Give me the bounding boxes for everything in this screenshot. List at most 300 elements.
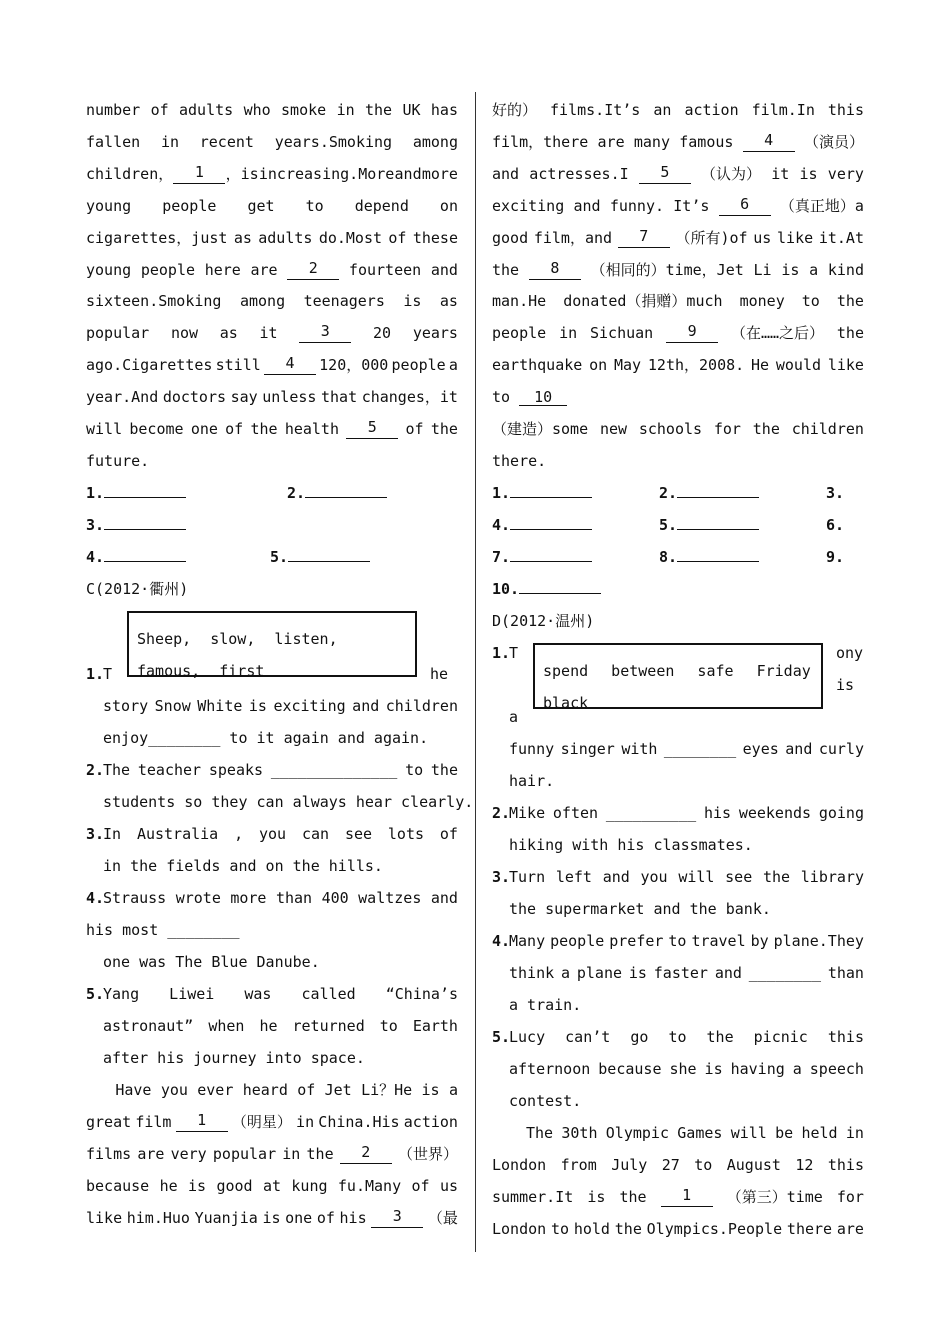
word: to [379,1017,398,1035]
word: White [197,697,243,715]
word: an [653,101,672,119]
word: Lucy [509,1028,546,1046]
word: prefer [609,932,664,950]
word: his [339,1208,367,1227]
word: （真正地）a [779,196,864,215]
word: plane.They [773,932,864,950]
word: get [247,196,275,215]
passage-e-line [492,419,864,439]
word: do.Most [318,228,383,247]
word: doctors [162,388,227,407]
word: fourteen [348,260,422,279]
word: the [250,420,278,438]
word: travel [691,932,746,950]
word: Olympics.People [646,1219,783,1238]
word: see [344,825,373,843]
item-c-number: 2. [86,761,105,779]
passage-e-line [86,1112,458,1132]
section-c-heading: C(2012·衢州) [86,580,189,598]
word: July [611,1155,648,1174]
word: smoke [281,101,327,119]
word: is [421,1081,440,1099]
word: because [598,1060,662,1078]
word: of [316,1208,335,1227]
word: is [799,164,818,183]
word-box-d [533,643,823,712]
word: these [412,228,458,247]
word: us [753,228,772,247]
word: people [140,260,196,279]
section-d-heading: D(2012·温州) [492,612,595,630]
word: changes，it [361,388,458,407]
word: in [160,132,179,151]
indent [86,1080,106,1100]
answer-slot [492,579,601,599]
word: us [439,1176,458,1195]
passage-e-line [492,451,864,471]
item-c-line [103,984,458,1004]
answer-blank [510,515,592,530]
word: a [448,356,458,375]
word: at [262,1176,282,1195]
word-box-c [127,611,417,680]
word: is [188,1176,207,1195]
word: ，is [225,164,259,183]
word: （最 [427,1208,458,1227]
blank-number: 7 [618,228,670,248]
word: in [282,1144,301,1163]
word: it.At [818,228,864,247]
word: is [262,1208,281,1227]
word: see [725,868,753,886]
word: speaks [208,761,264,779]
word: would [775,356,822,375]
passage-e-line [86,1144,458,1164]
passage-b-line [86,451,458,471]
word: Many [509,932,546,950]
word: summer.It [492,1187,574,1206]
word: （认为） [701,164,762,183]
word: than [827,964,864,982]
item-c-line [103,760,458,780]
word: to [668,1028,687,1046]
word: cigarettes，just [86,228,228,247]
blank-number: 3 [299,323,351,343]
word: young [86,260,132,279]
passage-b-line [86,291,458,311]
word: left [555,868,592,886]
word: of [225,420,244,438]
answer-number: 3. [826,484,845,502]
word: 30th [561,1124,598,1142]
word: because [86,1176,150,1195]
text-segment: to [492,388,520,407]
word: this [827,101,864,119]
word: Li [753,260,772,279]
word: 120，000 [319,356,389,375]
word: Yuanjia [194,1208,258,1227]
blank-number: 1 [173,164,225,184]
answer-number: 1. [492,484,511,502]
word: ever [197,1081,234,1099]
answer-slot [826,515,844,535]
item-d-line: the supermarket and the bank. [509,900,771,918]
item-d-line [509,963,864,983]
answer-number: 7. [492,548,511,566]
word: UK [402,101,421,119]
answer-slot [270,547,370,567]
passage-b-line [86,196,458,216]
item-c-number: 1. [86,665,105,683]
word: for [713,420,741,438]
word: It’s [673,196,710,215]
word: years [412,324,458,343]
passage-e-line [492,228,864,248]
word-box-c-text: Sheep, slow, listen, famous, first [137,630,338,680]
word: picnic [753,1028,808,1046]
word: the [836,292,864,311]
passage-e-line [492,196,864,216]
word: actresses.I [529,164,629,183]
blank-number: 10 [519,389,567,406]
word: called [301,985,356,1003]
answer-slot [287,483,387,503]
word: go [630,1028,649,1046]
word: of [388,228,407,247]
answer-number: 4. [86,548,105,566]
item-d-number: 5. [492,1028,511,1046]
passage-e-line [492,132,864,152]
word: waltzes [358,889,422,907]
passage-e-line [86,1080,458,1100]
item-d-text: a [509,708,519,726]
word: to [668,932,687,950]
blank-number: 2 [287,260,339,280]
word: are [250,260,278,279]
word: of [150,101,169,119]
blank-number: 1 [176,1112,228,1132]
word: as [233,228,252,247]
word: can’t [565,1028,611,1046]
word: children [385,697,458,715]
passage-e-line [492,387,864,407]
word: and [714,964,742,982]
word: the [752,420,780,438]
item-c-number: 5. [86,985,105,1003]
word: 12 [795,1155,814,1174]
word: and [785,740,813,758]
word: film，there [492,132,589,151]
word: popular [86,324,150,343]
passage-b-line [86,100,458,120]
item-d-line: hair. [509,772,555,790]
word: 400 [321,889,349,907]
item-d-number: 3. [492,868,511,886]
word: many [633,132,670,151]
word: （建造）some [492,420,589,438]
word: years.Smoking [274,132,393,151]
word: he [159,1176,178,1195]
answer-number: 4. [492,516,511,534]
word: popular [212,1144,277,1163]
word: to [801,292,820,311]
word: one [190,420,218,438]
word: Snow [154,697,191,715]
word: unless [262,388,317,407]
answer-slot [86,547,186,567]
passage-b-line [86,387,458,407]
word: in [559,324,578,343]
word: in [845,1124,864,1142]
word: hold [573,1219,610,1238]
passage-e-line [492,323,864,343]
word: films.It’s [550,101,641,119]
word: funny. [609,196,665,215]
word: library [800,868,864,886]
word: are [137,1144,165,1163]
word: often [552,804,599,822]
blank-number: 4 [264,355,316,375]
item-c-line [103,1016,458,1036]
word: in [336,101,355,119]
item-c-number: 3. [86,825,105,843]
word: teacher [137,761,202,779]
word: is [403,292,422,311]
word: she [669,1060,697,1078]
word: people [550,932,605,950]
item-d-line [509,1027,864,1047]
answer-blank [677,515,759,530]
word: Sichuan [590,324,654,343]
answer-blank [677,483,759,498]
word: is [248,697,267,715]
answer-slot [659,547,759,567]
word: than [275,889,313,907]
text-line: there. [492,451,547,470]
word: ______________ [270,761,398,779]
word: In [103,825,122,843]
word: plane [576,964,623,982]
word: children， [86,164,174,183]
word: among [239,292,286,311]
answer-number: 1. [86,484,105,502]
answer-slot [86,483,186,503]
word: is [704,1060,723,1078]
word: The [526,1124,554,1142]
word: as [219,324,238,343]
answer-blank [519,579,601,594]
answer-number: 5. [270,548,289,566]
word: story [103,697,149,715]
passage-f-line [492,1155,864,1175]
item-c-number: 4. [86,889,105,907]
word: to [305,196,324,215]
item-c-line [103,696,458,716]
answer-blank [104,547,186,562]
word: He [751,356,770,375]
word: of [439,825,458,843]
word: going [818,804,864,822]
answer-slot [492,483,592,503]
answer-number: 6. [826,516,845,534]
passage-e-line [492,260,864,280]
blank-number: 5 [639,164,691,184]
item-d-text: is [836,676,855,694]
word: to [405,761,424,779]
word: Australia [136,825,219,843]
blank-number: 3 [371,1208,423,1228]
word: May [614,356,642,375]
word: he [259,1017,278,1035]
word: the [430,761,458,779]
word: good [216,1176,253,1195]
word: （所有)of [675,228,748,247]
blank-number: 4 [743,132,795,152]
passage-e-line [86,1176,458,1196]
word: “China’s [385,985,458,1003]
word: increasing.More [258,164,395,183]
blank-number: 2 [340,1144,392,1164]
word: this [827,1028,864,1046]
answer-blank [677,547,759,562]
word: eyes [742,740,779,758]
word: is [781,260,800,279]
word: the [619,1187,647,1206]
answer-number: 8. [659,548,678,566]
word: Yang [103,985,140,1003]
word: heard [242,1081,288,1099]
column-divider [475,92,476,1252]
word: good [492,228,529,247]
word: film.In [751,101,815,119]
word: you [640,868,668,886]
item-c-line: after his journey into space. [103,1049,365,1067]
item-d-line [509,803,864,823]
blank-number: 6 [719,196,771,216]
word: the [306,1144,334,1163]
word: Turn [509,868,546,886]
word: year.And [86,388,159,407]
word: think [509,964,555,982]
word: （相同的）time，Jet [590,260,744,279]
word: funny [509,740,555,758]
word: August [726,1155,781,1174]
word: and [430,889,458,907]
word: （在……之后） [730,324,825,343]
word: and [352,697,380,715]
passage-f-line [526,1123,864,1143]
blank-number: 1 [661,1187,713,1207]
blank-number: 5 [346,419,398,439]
answer-blank [510,483,592,498]
word: here [204,260,241,279]
word: that [321,388,358,407]
word: a [792,1060,802,1078]
word: the [762,868,791,886]
answer-slot [492,547,592,567]
word: the [365,101,393,119]
word: the [614,1219,642,1238]
word: the [706,1028,734,1046]
word: who [243,101,271,119]
passage-b-line [86,164,458,184]
word: fallen [86,132,141,151]
word: can [301,825,330,843]
word: by [750,932,769,950]
word: the [492,260,520,279]
answer-blank [305,483,387,498]
word: depend [354,196,409,215]
word: a [809,260,819,279]
answer-number: 3. [86,516,105,534]
word: money [739,292,785,311]
word: as [439,292,458,311]
word: exciting [273,697,346,715]
word: kind [827,260,864,279]
word: and [492,164,520,183]
word: will [730,1124,767,1142]
word: famous [679,132,734,151]
blank-number: 8 [529,260,581,280]
word: London [492,1155,547,1174]
item-d-line [509,931,864,951]
word: Have [115,1081,152,1099]
word: become [129,420,184,438]
word: more [230,889,267,907]
word: （演员） [803,132,864,151]
passage-f-line [492,1219,864,1239]
word: health [284,420,339,438]
word: are [597,132,625,151]
answer-slot [659,483,759,503]
word: be [775,1124,794,1142]
word: China.His [318,1112,400,1131]
word: will [678,868,715,886]
word: on [439,196,458,215]
passage-b-line [86,355,458,375]
word: returned [292,1017,365,1035]
word: this [827,1155,864,1174]
word: and [573,196,601,215]
word: 20 [373,324,392,343]
word: Liwei [169,985,215,1003]
answer-blank [288,547,370,562]
word: like [86,1208,123,1227]
passage-b-line [86,132,458,152]
word: and [430,260,458,279]
word: to [550,1219,570,1238]
answer-blank [510,547,592,562]
word: exciting [492,196,565,215]
word: of [405,420,424,438]
item-c-line: enjoy________ to it again and again. [103,729,429,747]
word: （第三）time [726,1187,823,1206]
item-d-line: a train. [509,996,582,1014]
answer-slot [826,483,844,503]
word: will [86,420,123,438]
word: lots [387,825,425,843]
word: 12th，2008. [647,356,745,375]
item-c-line: one was The Blue Danube. [103,953,320,971]
word: like [827,356,864,375]
word: action [403,1112,458,1131]
word: man.He [492,292,547,311]
word: fu.Many [337,1176,402,1195]
word: you [259,825,287,843]
word: of [297,1081,316,1099]
passage-e-line [492,164,864,184]
word: Olympic [605,1124,669,1142]
